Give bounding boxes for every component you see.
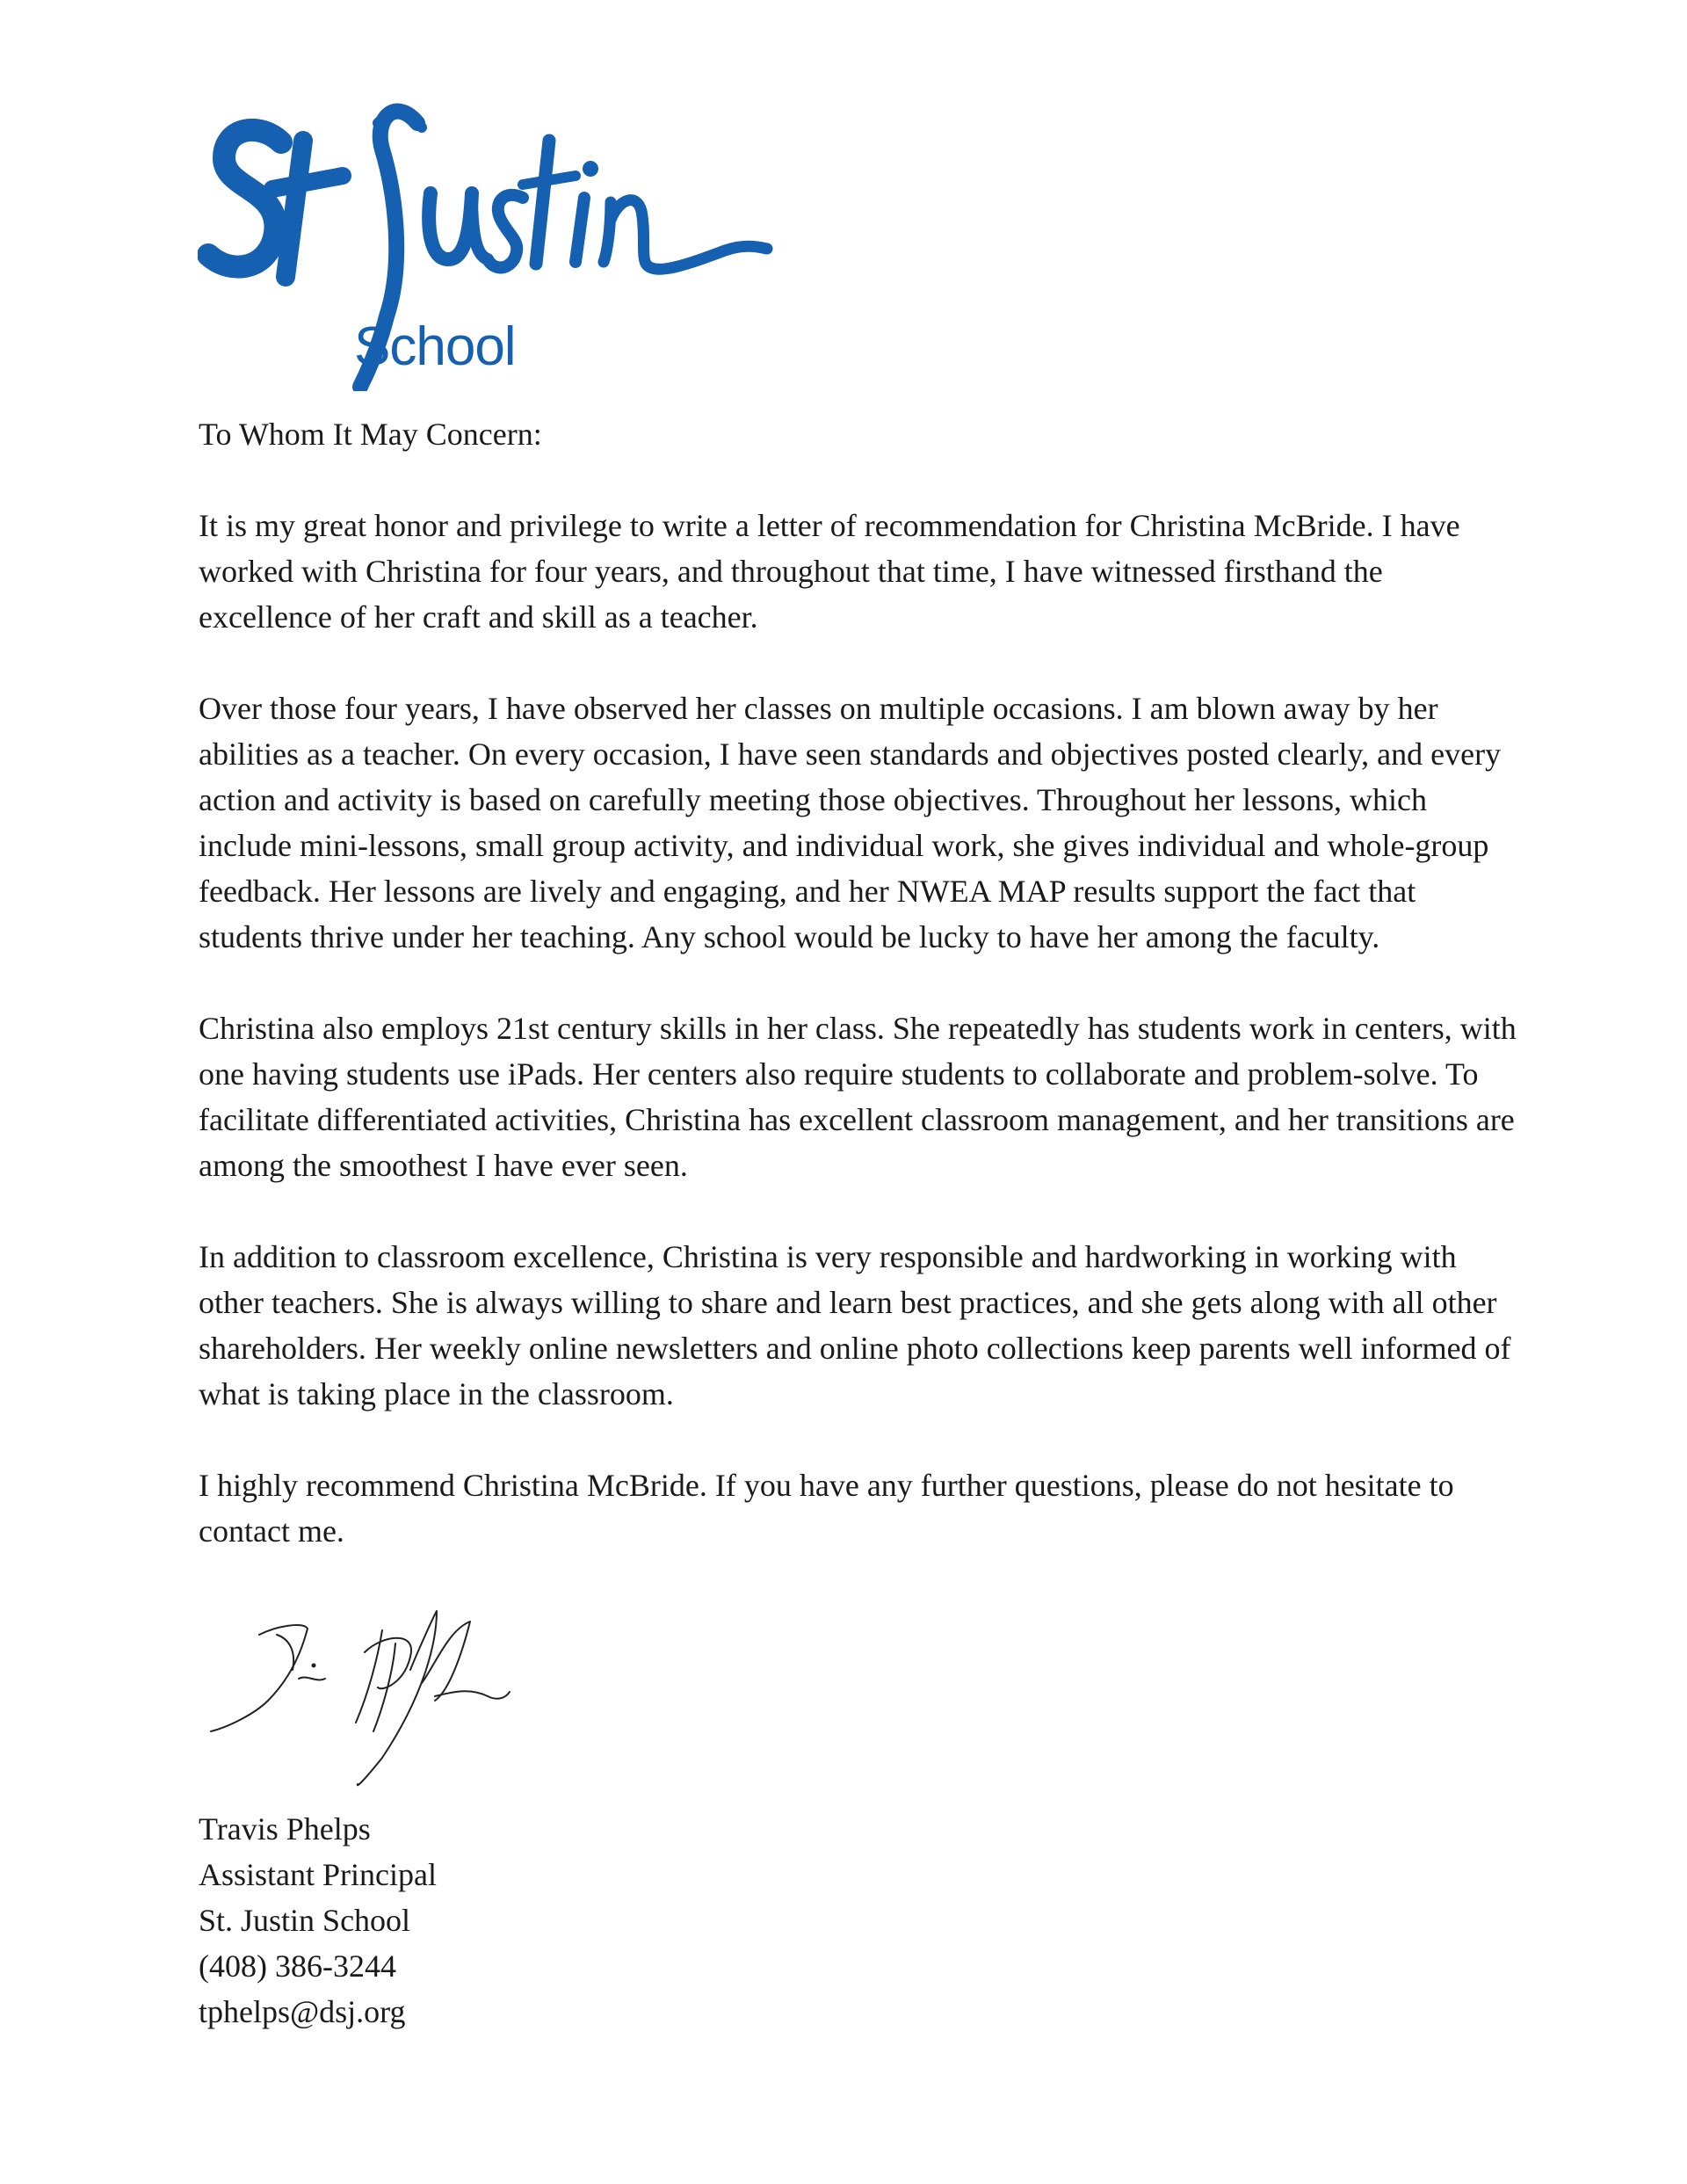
paragraph-5: I highly recommend Christina McBride. If you have any further questions, please do not hesitate to contact me. bbox=[199, 1468, 1454, 1549]
paragraph-1: It is my great honor and privilege to write a letter of recommendation for Christina McBride. I have worked with Christina for four years, and throughout that time, I have witnessed firsthand the excellence of her craft and skill as a teacher. bbox=[199, 508, 1460, 635]
signature-block bbox=[199, 1806, 437, 2035]
signer-organization: St. Justin School bbox=[199, 1903, 411, 1938]
signer-phone: (408) 386-3244 bbox=[199, 1948, 396, 1984]
paragraph-2: Over those four years, I have observed her classes on multiple occasions. I am blown away by her abilities as a teacher. On every occasion, I have seen standards and objectives posted clearly, and every action and activity is based on carefully meeting those objectives. Throughout her lessons, which include mini-lessons, small group activity, and individual work, she gives individual and whole-group feedback. Her lessons are lively and engaging, and her NWEA MAP results support the fact that students thrive under her teaching. Any school would be lucky to have her among the faculty. bbox=[199, 691, 1502, 954]
signer-title: Assistant Principal bbox=[199, 1857, 437, 1892]
signer-email: tphelps@dsj.org bbox=[199, 1994, 406, 2029]
salutation: To Whom It May Concern: bbox=[199, 417, 542, 452]
handwritten-signature bbox=[206, 1604, 540, 1789]
letter-body bbox=[199, 411, 1517, 1600]
school-logo bbox=[198, 88, 778, 391]
svg-text:School: School bbox=[354, 316, 516, 377]
paragraph-3: Christina also employs 21st century skills in her class. She repeatedly has students work in centers, with one having students use iPads. Her centers also require students to collaborate and problem-solve. To facilitate differentiated activities, Christina has excellent classroom management, and her transitions are among the smoothest I have ever seen. bbox=[199, 1011, 1517, 1183]
signature-drawing bbox=[206, 1604, 540, 1789]
signer-name: Travis Phelps bbox=[199, 1811, 371, 1847]
school-logo-graphic bbox=[198, 88, 778, 391]
paragraph-4: In addition to classroom excellence, Christina is very responsible and hardworking in working with other teachers. She is always willing to share and learn best practices, and she gets along with all other shareholders. Her weekly online newsletters and online photo collections keep parents well informed of what is taking place in the classroom. bbox=[199, 1239, 1511, 1411]
